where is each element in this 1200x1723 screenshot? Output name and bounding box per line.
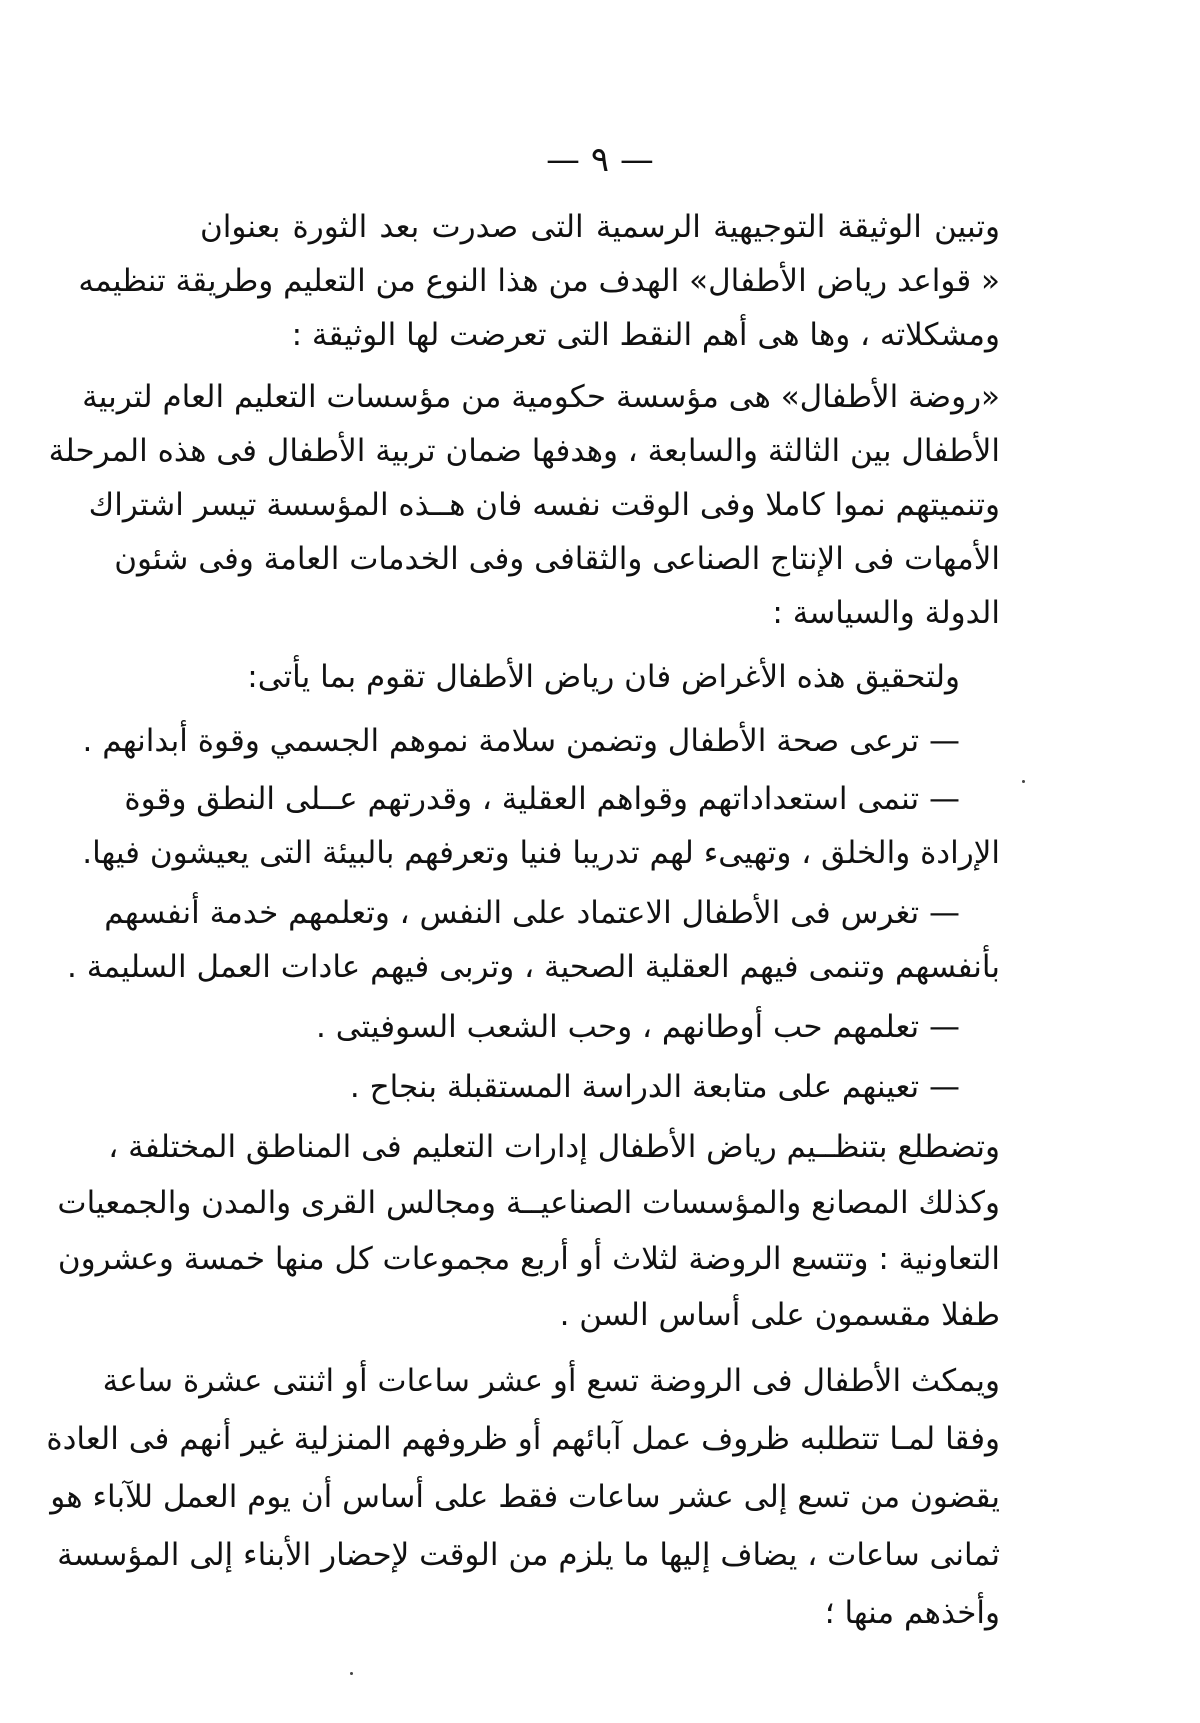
text-line: ثمانى ساعات ، يضاف إليها ما يلزم من الوقت لإحضار الأبناء إلى المؤسسة xyxy=(57,1537,1000,1573)
text-line: وكذلك المصانع والمؤسسات الصناعيــة ومجالس القرى والمدن والجمعيات xyxy=(57,1185,1000,1221)
text-line: ومشكلاته ، وها هى أهم النقط التى تعرضت لها الوثيقة : xyxy=(291,317,1000,353)
text-line: وتضطلع بتنظــيم رياض الأطفال إدارات التعليم فى المناطق المختلفة ، xyxy=(108,1129,1000,1165)
text-line: طفلا مقسمون على أساس السن . xyxy=(559,1297,1000,1333)
text-line: «روضة الأطفال» هى مؤسسة حكومية من مؤسسات التعليم العام لتربية xyxy=(82,379,1000,415)
print-speck xyxy=(1022,780,1025,783)
text-line: وتبين الوثيقة التوجيهية الرسمية التى صدرت بعد الثورة بعنوان xyxy=(200,209,1000,245)
text-line: وأخذهم منها ؛ xyxy=(824,1595,1000,1631)
text-line: وتنميتهم نموا كاملا وفى الوقت نفسه فان هــذه المؤسسة تيسر اشتراك xyxy=(88,487,1000,523)
text-line: ويمكث الأطفال فى الروضة تسع أو عشر ساعات أو اثنتى عشرة ساعة xyxy=(102,1363,1000,1399)
print-speck xyxy=(350,1672,353,1675)
list-item: — تعينهم على متابعة الدراسة المستقبلة بنجاح . xyxy=(349,1069,960,1105)
list-item: — ترعى صحة الأطفال وتضمن سلامة نموهم الجسمي وقوة أبدانهم . xyxy=(82,723,960,759)
text-line: الأطفال بين الثالثة والسابعة ، وهدفها ضمان تربية الأطفال فى هذه المرحلة xyxy=(48,433,1000,469)
text-line: وفقا لمـا تتطلبه ظروف عمل آبائهم أو ظروفهم المنزلية غير أنهم فى العادة xyxy=(46,1421,1000,1457)
text-line: الدولة والسياسة : xyxy=(772,595,1000,631)
text-line: « قواعد رياض الأطفال» الهدف من هذا النوع من التعليم وطريقة تنظيمه xyxy=(78,263,1000,299)
text-line: يقضون من تسع إلى عشر ساعات فقط على أساس أن يوم العمل للآباء هو xyxy=(50,1479,1000,1515)
text-line: التعاونية : وتتسع الروضة لثلاث أو أربع مجموعات كل منها خمسة وعشرون xyxy=(57,1241,1000,1277)
page-number: — ٩ — xyxy=(546,140,654,180)
text-line: الأمهات فى الإنتاج الصناعى والثقافى وفى الخدمات العامة وفى شئون xyxy=(114,541,1000,577)
list-item: — تعلمهم حب أوطانهم ، وحب الشعب السوفيتى . xyxy=(315,1009,960,1045)
text-line: الإرادة والخلق ، وتهيىء لهم تدريبا فنيا وتعرفهم بالبيئة التى يعيشون فيها. xyxy=(82,835,1000,871)
text-line: ولتحقيق هذه الأغراض فان رياض الأطفال تقوم بما يأتى: xyxy=(247,659,960,695)
list-item: — تغرس فى الأطفال الاعتماد على النفس ، وتعلمهم خدمة أنفسهم xyxy=(104,895,960,931)
list-item: — تنمى استعداداتهم وقواهم العقلية ، وقدرتهم عــلى النطق وقوة xyxy=(124,781,960,817)
text-line: بأنفسهم وتنمى فيهم العقلية الصحية ، وتربى فيهم عادات العمل السليمة . xyxy=(67,949,1000,985)
